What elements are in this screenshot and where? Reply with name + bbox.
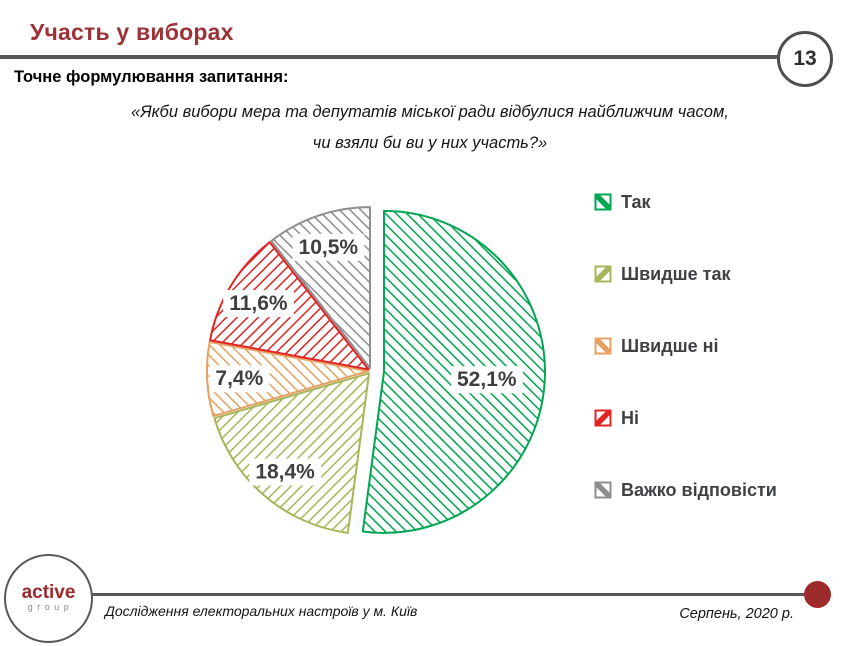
legend-swatch-icon [594,481,612,499]
date-caption: Серпень, 2020 р. [679,606,794,622]
legend-swatch-icon [594,337,612,355]
pie-slice-label-1 [249,459,321,486]
footer-accent-dot-icon [804,581,831,608]
pie-chart-svg [150,170,600,580]
legend-item-2 [594,335,777,357]
legend-item-4 [594,479,777,501]
legend-label-0: Так [621,191,651,212]
slide-title: Участь у виборах [30,19,234,45]
pie-slice-label-3 [223,290,294,317]
legend-label-3: Ні [621,407,639,428]
question-label: Точне формулювання запитання: [14,68,289,86]
source-caption: Дослідження електоральних настроїв у м. Київ [105,603,418,619]
header-rule [0,55,779,59]
svg-text:10,5%: 10,5% [298,235,359,259]
logo-text-active: active [21,582,76,603]
legend-label-2: Швидше ні [621,335,719,356]
legend-label-4: Важко відповісти [621,479,777,500]
question-text [0,97,860,159]
legend-item-0 [594,191,777,213]
legend-swatch-icon [594,409,612,427]
question-text-line-1: «Якби вибори мера та депутатів міської ради відбулися найближчим часом, [131,103,729,121]
pie-slice-label-4 [293,234,365,261]
footer-rule [92,593,806,596]
legend-item-1 [594,263,777,285]
pie-slice-label-0 [451,366,523,393]
legend-swatch-icon [594,193,612,211]
legend-label-1: Швидше так [621,263,731,284]
question-text-line-2: чи взяли би ви у них участь?» [312,134,548,152]
svg-text:18,4%: 18,4% [255,460,315,484]
svg-text:7,4%: 7,4% [215,367,264,391]
page-number-badge: 13 [777,31,833,87]
svg-text:52,1%: 52,1% [457,368,517,392]
svg-text:11,6%: 11,6% [229,292,288,316]
logo-text-group: group [27,602,74,612]
pie-chart [150,170,600,580]
chart-legend [594,191,777,501]
pie-slice-label-2 [209,365,269,392]
legend-item-3 [594,407,777,429]
active-group-logo [4,554,93,643]
legend-swatch-icon [594,265,612,283]
